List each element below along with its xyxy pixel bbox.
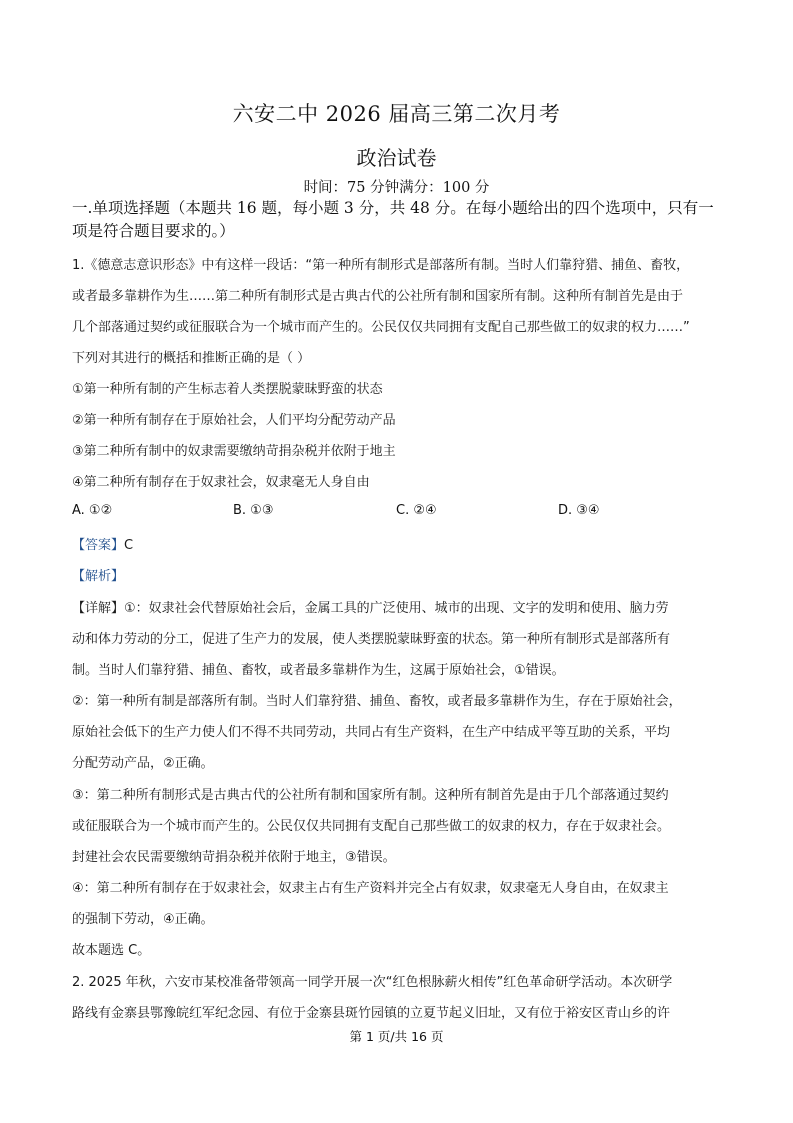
q1-answer (72, 534, 724, 553)
exam-subtitle: 政治试卷 (356, 146, 437, 170)
q1-option-b: B. ①③ (233, 503, 274, 518)
q1-detail-line: 故本题选 C。 (72, 943, 151, 958)
q1-detail-line: 的强制下劳动，④正确。 (72, 912, 214, 927)
q1-stem-line: 1.《德意志意识形态》中有这样一段话：“第一种所有制形式是部落所有制。当时人们靠狩猎、捕鱼、畜牧， (72, 258, 690, 273)
detail-label: 【详解】 (72, 601, 125, 616)
detail-text: ①：奴隶社会代替原始社会后，金属工具的广泛使用、城市的出现、文字的发明和使用、脑力劳 (124, 601, 669, 616)
q1-detail-line: 制。当时人们靠狩猎、捕鱼、畜牧，或者最多靠耕作为生，这属于原始社会，①错误。 (72, 663, 565, 678)
q1-stem-line: 几个部落通过契约或征服联合为一个城市而产生的。公民仅仅共同拥有支配自己那些做工的奴隶的权力……” (72, 320, 690, 335)
q1-option-c: C. ②④ (396, 503, 437, 518)
q1-statement: ④第二种所有制存在于奴隶社会，奴隶毫无人身自由 (72, 475, 370, 490)
q1-detail-line: 分配劳动产品，②正确。 (72, 756, 214, 771)
q1-statement: ③第二种所有制中的奴隶需要缴纳苛捐杂税并依附于地主 (72, 444, 396, 459)
q1-analysis-label (72, 565, 724, 584)
q1-stem-line: 或者最多靠耕作为生……第二种所有制形式是古典古代的公社所有制和国家所有制。这种所有制首先是由于 (72, 289, 684, 304)
analysis-label: 【解析】 (72, 569, 125, 584)
q1-detail-line: ④：第二种所有制存在于奴隶社会，奴隶主占有生产资料并完全占有奴隶，奴隶毫无人身自由，在奴隶主 (72, 881, 669, 896)
page-footer: 第 1 页/共 16 页 (349, 1029, 444, 1044)
q2-stem-line: 路线有金寨县鄂豫皖红军纪念园、有位于金寨县斑竹园镇的立夏节起义旧址，又有位于裕安区青山乡的许 (72, 1006, 671, 1021)
q1-option-d: D. ③④ (558, 503, 600, 518)
answer-value: C (124, 538, 134, 553)
q1-detail-line: 动和体力劳动的分工，促进了生产力的发展，使人类摆脱蒙昧野蛮的状态。第一种所有制形式是部落所有 (72, 632, 671, 647)
q1-option-a: A. ①② (72, 503, 113, 518)
exam-time-info: 时间：75 分钟满分：100 分 (303, 180, 490, 196)
answer-label: 【答案】 (72, 538, 125, 553)
q1-detail-line: ②：第一种所有制是部落所有制。当时人们靠狩猎、捕鱼、畜牧，或者最多靠耕作为生，存在于原始社会， (72, 694, 682, 709)
section-heading: 一.单项选择题（本题共 16 题，每小题 3 分，共 48 分。在每小题给出的四个选项中，只有一项是符合题目要求的。） (72, 199, 714, 240)
q1-detail-line: ③：第二种所有制形式是古典古代的公社所有制和国家所有制。这种所有制首先是由于几个部落通过契约 (72, 788, 669, 803)
q1-detail-line: 或征服联合为一个城市而产生的。公民仅仅共同拥有支配自己那些做工的奴隶的权力，存在于奴隶社会。 (72, 819, 671, 834)
q1-statement: ②第一种所有制存在于原始社会，人们平均分配劳动产品 (72, 413, 396, 428)
q2-stem-line: 2. 2025 年秋，六安市某校准备带领高一同学开展一次“红色根脉薪火相传”红色革命研学活动。本次研学 (72, 975, 673, 990)
q1-statement: ①第一种所有制的产生标志着人类摆脱蒙昧野蛮的状态 (72, 382, 383, 397)
q1-detail-line: 原始社会低下的生产力使人们不得不共同劳动，共同占有生产资料，在生产中结成平等互助的关系，平均 (72, 725, 671, 740)
exam-title: 六安二中 2026 届高三第二次月考 (232, 102, 561, 126)
q1-detail-line (72, 597, 724, 616)
q1-stem-line: 下列对其进行的概括和推断正确的是（ ） (72, 351, 311, 366)
q1-detail-line: 封建社会农民需要缴纳苛捐杂税并依附于地主，③错误。 (72, 850, 396, 865)
